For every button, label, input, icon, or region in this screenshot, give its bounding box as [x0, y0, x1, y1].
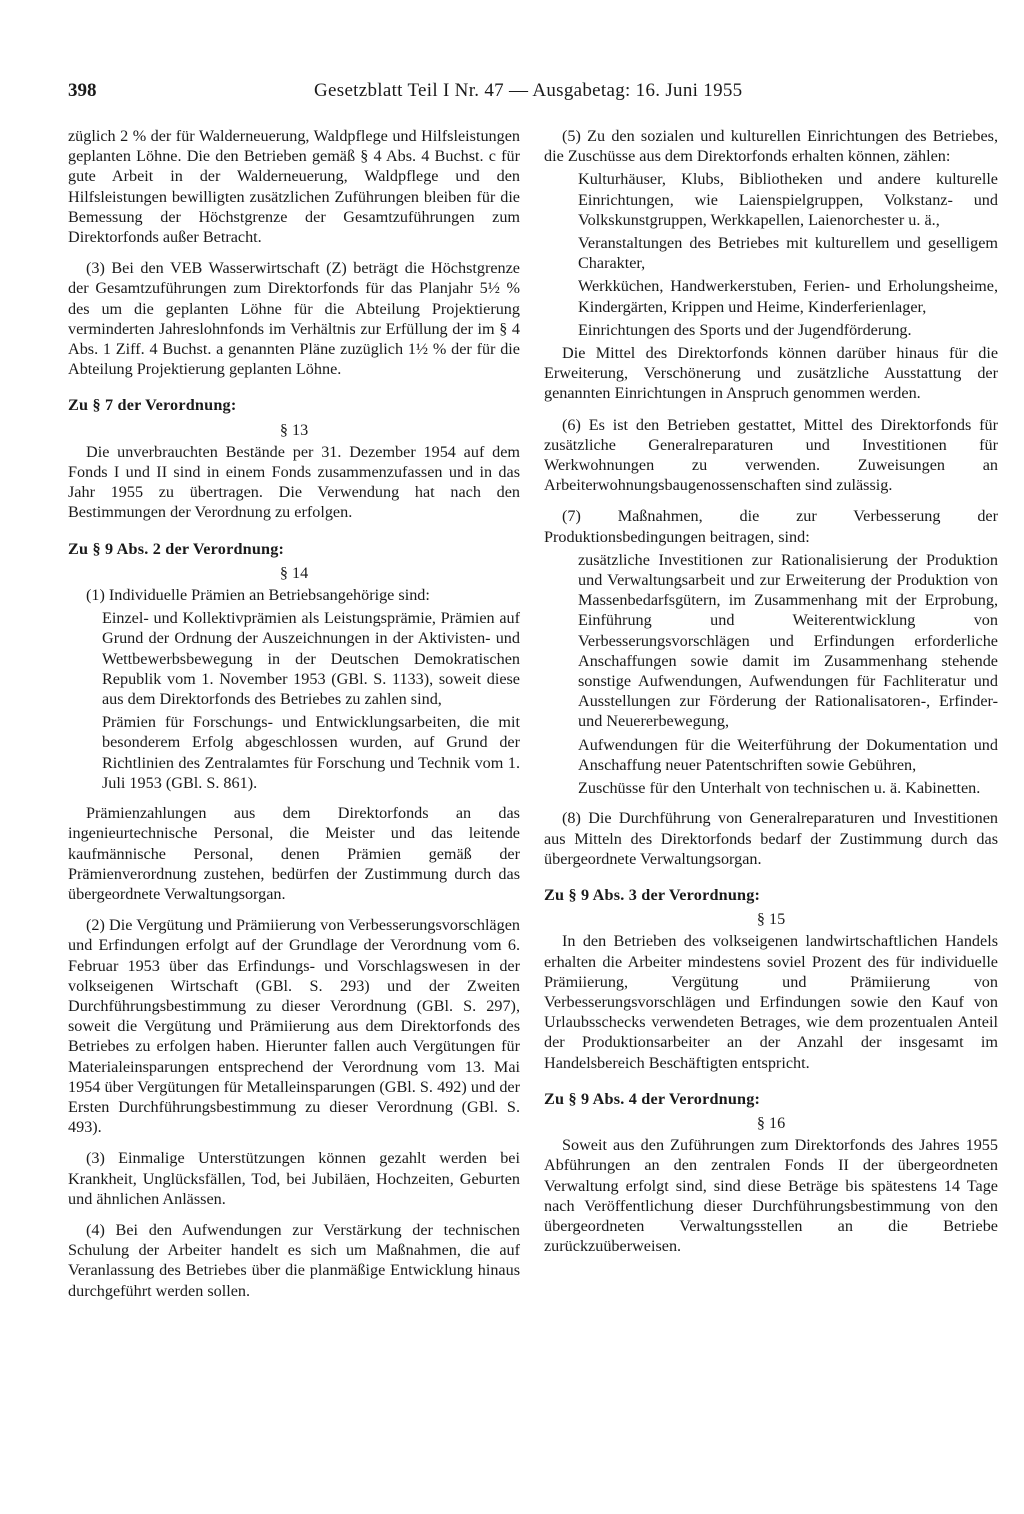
paragraph: (5) Zu den sozialen und kulturellen Einrichtungen des Betriebes, die Zuschüsse aus dem Direktorfonds erhalten können, zählen: — [544, 127, 998, 166]
paragraph: (4) Bei den Aufwendungen zur Verstärkung der technischen Schulung der Arbeiter handelt es sich um Maßnahmen, die auf Veranlassung des Betriebes über die planmäßige Entwicklung hinaus durchgeführt werden sollen. — [68, 1220, 520, 1300]
list-item: Aufwendungen für die Weiterführung der Dokumentation und Anschaffung neuer Patentschriften sowie Gebühren, — [578, 735, 998, 774]
paragraph: Prämienzahlungen aus dem Direktorfonds an das ingenieurtechnische Personal, die Meister und das leitende kaufmännische Personal, denen Prämien gemäß der Prämienverordnung zustehen, bedürfen der Zustimmung durch das übergeordnete Verwaltungsorgan. — [68, 804, 520, 903]
list-item: Zuschüsse für den Unterhalt von technischen u. ä. Kabinetten. — [578, 779, 981, 798]
paragraph: (8) Die Durchführung von Generalreparaturen und Investitionen aus Mitteln des Direktorfonds bedarf der Zustimmung durch das übergeordnete Verwaltungsorgan. — [544, 809, 998, 868]
section-number: § 13 — [279, 420, 309, 439]
paragraph: Die unverbrauchten Bestände per 31. Dezember 1954 auf dem Fonds I und II sind in einem Fonds zusammenzufassen und in das Jahr 1955 zu übertragen. Die Verwendung hat nach den Bestimmungen der Verordnung zu erfolgen. — [68, 442, 520, 522]
page-number: 398 — [68, 80, 97, 101]
list-item: Werkküchen, Handwerkerstuben, Ferien- und Erholungsheime, Kindergärten, Krippen und Heime, Kinderferienlager, — [578, 277, 998, 316]
paragraph: züglich 2 % der für Walderneuerung, Waldpflege und Hilfsleistungen geplanten Löhne. Die den Betrieben gemäß § 4 Abs. 4 Buchst. c für gute Arbeit in der Walderneuerung, Waldpflege und den Hilfsleistungen bewilligten zusätzlichen Zuführungen bleiben für die Bemessung der Höchstgrenze der Gesamtzuführungen zum Direktorfonds außer Betracht. — [68, 127, 520, 247]
list-item: Prämien für Forschungs- und Entwicklungsarbeiten, die mit besonderem Erfolg abgeschlossen wurden, auf Grund der Richtlinien des Zentralamtes für Forschung und Technik vom 1. Juli 1953 (GBl. S. 861). — [102, 713, 520, 792]
section-heading: Zu § 9 Abs. 4 der Verordnung: — [544, 1089, 761, 1108]
paragraph: (7) Maßnahmen, die zur Verbesserung der Produktionsbedingungen beitragen, sind: — [544, 507, 998, 546]
right-column — [544, 126, 998, 1267]
paragraph: (3) Einmalige Unterstützungen können gezahlt werden bei Krankheit, Unglücksfällen, Tod, bei Jubiläen, Hochzeiten, Geburten und ähnlichen Anlässen. — [68, 1149, 520, 1208]
list-item: zusätzliche Investitionen zur Rationalisierung der Produktion und Verwaltungsarbeit und zur Erweiterung der Produktion von Massenbedarfsgütern, im Zusammenhang mit der Erprobung, Einführung und Weiterentwicklung von Verbesserungsvorschlägen und Erfindungen erforderliche Anschaffungen sowie damit im Zusammenhang stehende sonstige Aufwendungen, Aufwendungen für Fachliteratur und Ausstellungen zur Förderung der Rationalisatoren-, Erfinder- und Neuererbewegung, — [578, 550, 998, 731]
list-item: Veranstaltungen des Betriebes mit kulturellem und geselligem Charakter, — [578, 234, 998, 273]
paragraph: (6) Es ist den Betrieben gestattet, Mittel des Direktorfonds für zusätzliche Generalreparaturen und Investitionen für Werkwohnungen zu verwenden. Zuweisungen an Arbeiterwohnungsbaugenossenschaften sind zulässig. — [544, 415, 998, 495]
paragraph: (1) Individuelle Prämien an Betriebsangehörige sind: — [86, 586, 430, 605]
paragraph: (2) Die Vergütung und Prämiierung von Verbesserungsvorschlägen und Erfindungen erfolgt auf der Grundlage der Verordnung vom 6. Februar 1953 über das Erfindungs- und Vorschlagswesen in der volkseigenen Wirtschaft (GBl. S. 293) und der Zweiten Durchführungsbestimmung zu dieser Verordnung (GBl. S. 297), soweit die Vergütung und Prämiierung aus dem Direktorfonds des Betriebes zu erfolgen haben. Hierunter fallen auch Vergütungen für Materialeinsparungen entsprechend der Verordnung vom 13. Mai 1954 über Vergütungen für Metalleinsparungen (GBl. S. 492) und der Ersten Durchführungsbestimmung zu dieser Verordnung (GBl. S. 493). — [68, 916, 520, 1137]
section-number: § 15 — [756, 910, 786, 929]
section-number: § 16 — [756, 1113, 786, 1132]
running-title: Gesetzblatt Teil I Nr. 47 — Ausgabetag: 16. Juni 1955 — [314, 80, 743, 101]
paragraph: Die Mittel des Direktorfonds können darüber hinaus für die Erweiterung, Verschönerung und zusätzliche Ausstattung der genannten Einrichtungen in Anspruch genommen werden. — [544, 344, 998, 403]
list-item: Einrichtungen des Sports und der Jugendförderung. — [578, 320, 912, 339]
section-heading: Zu § 7 der Verordnung: — [68, 396, 237, 415]
section-number: § 14 — [279, 563, 309, 582]
list-item: Kulturhäuser, Klubs, Bibliotheken und andere kulturelle Einrichtungen, wie Laienspielgruppen, Volkstanz- und Volkskunstgruppen, Werkkapellen, Laienorchester u. ä., — [578, 170, 998, 229]
list-item: Einzel- und Kollektivprämien als Leistungsprämie, Prämien auf Grund der Ordnung der Auszeichnungen in der Aktivisten- und Wettbewerbsbewegung in der Deutschen Demokratischen Republik vom 1. November 1953 (GBl. S. 1133), soweit diese aus dem Direktorfonds des Betriebes zu zahlen sind, — [102, 609, 520, 709]
paragraph: Soweit aus den Zuführungen zum Direktorfonds des Jahres 1955 Abführungen an den zentralen Fonds II der übergeordneten Verwaltung erfolgt sind, sind diese Beträge bis spätestens 14 Tage nach Veröffentlichung dieser Durchführungsbestimmung von den übergeordneten Verwaltungsstellen an die Betriebe zurückzuüberweisen. — [544, 1136, 998, 1256]
section-heading: Zu § 9 Abs. 2 der Verordnung: — [68, 539, 285, 558]
section-heading: Zu § 9 Abs. 3 der Verordnung: — [544, 885, 761, 904]
page-header — [68, 80, 778, 110]
paragraph: In den Betrieben des volkseigenen landwirtschaftlichen Handels erhalten die Arbeiter mindestens soviel Prozent des für individuelle Prämiierung, Vergütung und Prämiierung von Verbesserungsvorschlägen und Erfindungen sowie den Kauf von Urlaubsschecks verwendeten Betrages, wie dem prozentualen Anteil der Produktionsarbeiter an der Anzahl der insgesamt im Handelsbereich Beschäftigten entspricht. — [544, 932, 998, 1072]
left-column — [68, 126, 520, 1312]
paragraph: (3) Bei den VEB Wasserwirtschaft (Z) beträgt die Höchstgrenze der Gesamtzuführungen zum Direktorfonds für das Planjahr 5½ % des um die geplanten Löhne für die Abteilung Projektierung verminderten Jahreslohnfonds im Verhältnis zur Erfüllung der im § 4 Abs. 1 Ziff. 4 Buchst. a genannten Pläne zuzüglich 1½ % der für die Abteilung Projektierung geplanten Löhne. — [68, 259, 520, 379]
